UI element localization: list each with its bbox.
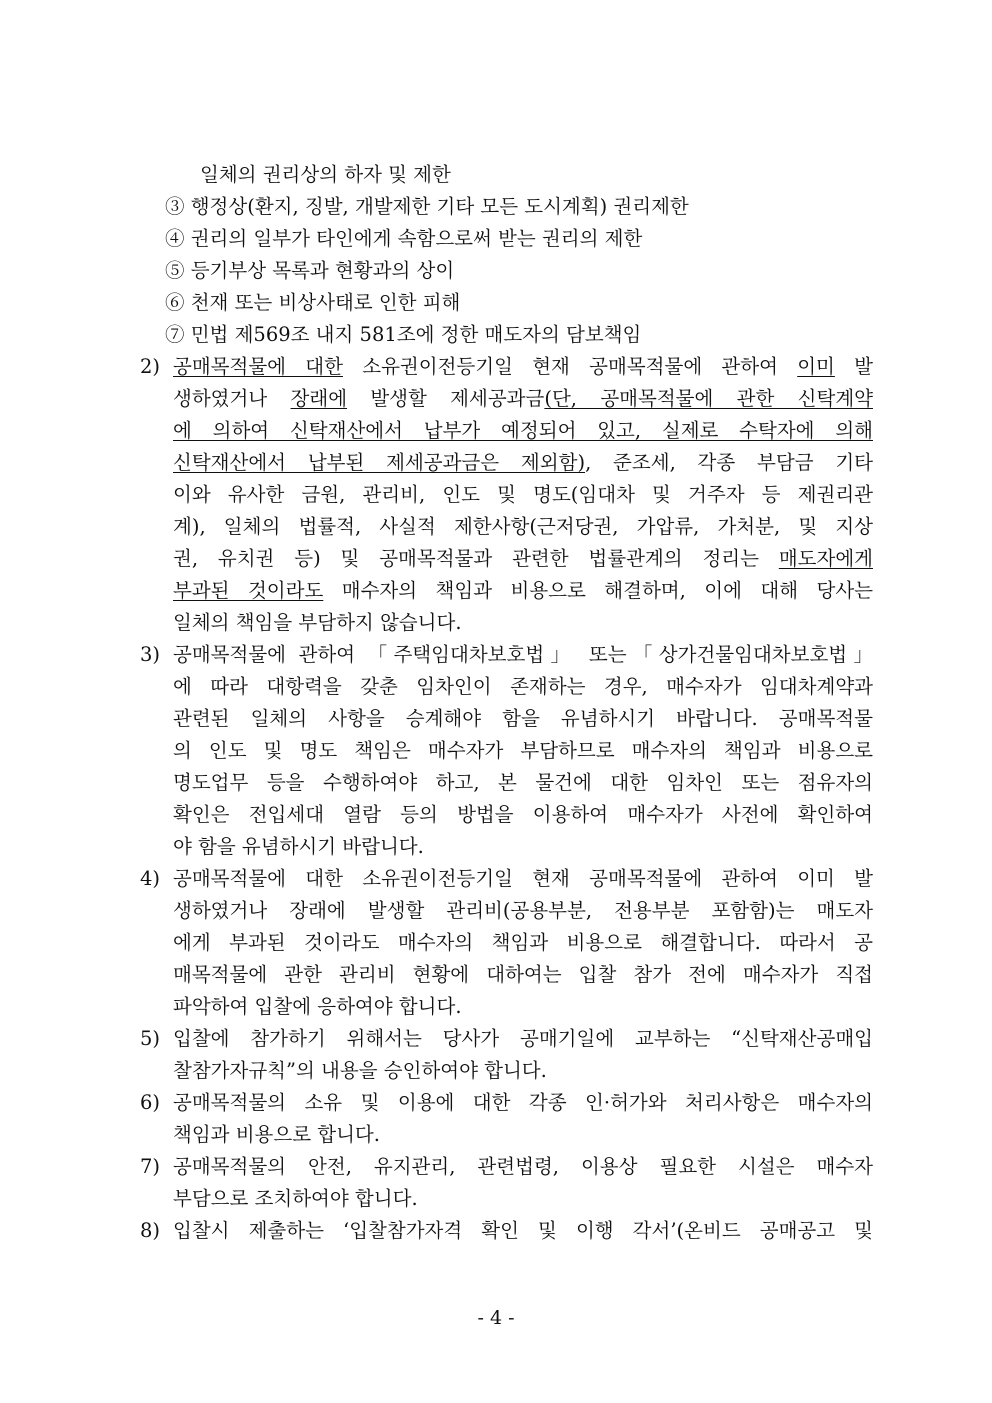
item2-line-6: 계), 일체의 법률적, 사실적 제한사항(근저당권, 가압류, 가처분, 및 지상 xyxy=(173,515,873,538)
item3-line-5: 명도업무 등을 수행하여야 하고, 본 물건에 대한 임차인 또는 점유자의 xyxy=(173,771,873,794)
clause-item-6: ⑥ 천재 또는 비상사태로 인한 피해 xyxy=(165,291,461,314)
paragraph-text: 소유권이전등기일 현재 공매목적물에 관하여 xyxy=(342,355,798,378)
item4-line-1: 공매목적물에 대한 소유권이전등기일 현재 공매목적물에 관하여 이미 발 xyxy=(173,867,873,890)
item4-line-2: 생하였거나 장래에 발생할 관리비(공용부분, 전용부분 포함함)는 매도자 xyxy=(173,899,873,922)
item3-line-2: 에 따라 대항력을 갖춘 임차인이 존재하는 경우, 매수자가 임대차계약과 xyxy=(173,675,873,698)
item-number: 7) xyxy=(140,1155,161,1178)
item7-line-1: 공매목적물의 안전, 유지관리, 관련법령, 이용상 필요한 시설은 매수자 xyxy=(173,1155,873,1178)
item2-line-4 xyxy=(173,451,873,475)
item3-line-1: 공매목적물에 관하여 「주택임대차보호법」 또는「상가건물임대차보호법」 xyxy=(173,643,873,666)
item6-line-1: 공매목적물의 소유 및 이용에 대한 각종 인·허가와 처리사항은 매수자의 xyxy=(173,1091,873,1114)
item-number: 3) xyxy=(140,643,161,666)
item5-line-2: 찰참가자규칙”의 내용을 승인하여야 합니다. xyxy=(173,1059,547,1082)
underlined-text: 이미 xyxy=(797,355,835,378)
clause-item-3: ③ 행정상(환지, 징발, 개발제한 기타 모든 도시계획) 권리제한 xyxy=(165,195,689,218)
clause-item-4: ④ 권리의 일부가 타인에게 속함으로써 받는 권리의 제한 xyxy=(165,227,643,250)
item4-line-3: 에게 부과된 것이라도 매수자의 책임과 비용으로 해결합니다. 따라서 공 xyxy=(173,931,873,954)
item3-line-3: 관련된 일체의 사항을 승계해야 함을 유념하시기 바랍니다. 공매목적물 xyxy=(173,707,873,730)
paragraph-text: 생하였거나 xyxy=(173,387,291,410)
continuation-line: 일체의 권리상의 하자 및 제한 xyxy=(200,163,451,186)
paragraph-text: 권, 유치권 등) 및 공매목적물과 관련한 법률관계의 정리는 xyxy=(173,547,779,570)
item3-line-7: 야 함을 유념하시기 바랍니다. xyxy=(173,835,424,858)
underlined-text: 신탁재산에서 납부된 제세공과금은 제외함) xyxy=(173,451,586,474)
paragraph-text: , 준조세, 각종 부담금 기타 xyxy=(585,451,873,474)
item-number: 4) xyxy=(140,867,161,890)
underlined-text: 매도자에게 xyxy=(778,547,873,570)
page-number: - 4 - xyxy=(477,1307,515,1329)
item2-line-1 xyxy=(173,355,873,379)
item-number: 2) xyxy=(140,355,161,378)
item-number: 6) xyxy=(140,1091,161,1114)
item-number: 5) xyxy=(140,1027,161,1050)
item2-line-9: 일체의 책임을 부담하지 않습니다. xyxy=(173,611,462,634)
item8-line-1: 입찰시 제출하는 ‘입찰참가자격 확인 및 이행 각서’(온비드 공매공고 및 xyxy=(173,1219,873,1242)
paragraph-text: 매수자의 책임과 비용으로 해결하며, 이에 대해 당사는 xyxy=(323,579,873,602)
item7-line-2: 부담으로 조치하여야 합니다. xyxy=(173,1187,418,1210)
item-number: 8) xyxy=(140,1219,161,1242)
underlined-text: 공매목적물에 대한 xyxy=(173,355,343,378)
paragraph-text: 발 xyxy=(834,355,873,378)
item2-line-7 xyxy=(173,547,873,571)
item6-line-2: 책임과 비용으로 합니다. xyxy=(173,1123,380,1146)
underlined-text: 장래에 xyxy=(290,387,348,410)
item3-line-6: 확인은 전입세대 열람 등의 방법을 이용하여 매수자가 사전에 확인하여 xyxy=(173,803,873,826)
paragraph-text: 발생할 제세공과금 xyxy=(347,387,545,410)
item4-line-5: 파악하여 입찰에 응하여야 합니다. xyxy=(173,995,462,1018)
item3-line-4: 의 인도 및 명도 책임은 매수자가 부담하므로 매수자의 책임과 비용으로 xyxy=(173,739,873,762)
underlined-text: 부과된 것이라도 xyxy=(173,579,324,602)
underlined-text: (단, 공매목적물에 관한 신탁계약 xyxy=(544,387,873,410)
clause-item-5: ⑤ 등기부상 목록과 현황과의 상이 xyxy=(165,259,455,282)
item2-line-8 xyxy=(173,579,873,603)
item2-line-3: 에 의하여 신탁재산에서 납부가 예정되어 있고, 실제로 수탁자에 의해 xyxy=(173,419,873,442)
item5-line-1: 입찰에 참가하기 위해서는 당사가 공매기일에 교부하는 “신탁재산공매입 xyxy=(173,1027,873,1050)
item4-line-4: 매목적물에 관한 관리비 현황에 대하여는 입찰 참가 전에 매수자가 직접 xyxy=(173,963,873,986)
item2-line-2 xyxy=(173,387,873,411)
item2-line-5: 이와 유사한 금원, 관리비, 인도 및 명도(임대차 및 거주자 등 제권리관 xyxy=(173,483,873,506)
clause-item-7: ⑦ 민법 제569조 내지 581조에 정한 매도자의 담보책임 xyxy=(165,323,642,346)
